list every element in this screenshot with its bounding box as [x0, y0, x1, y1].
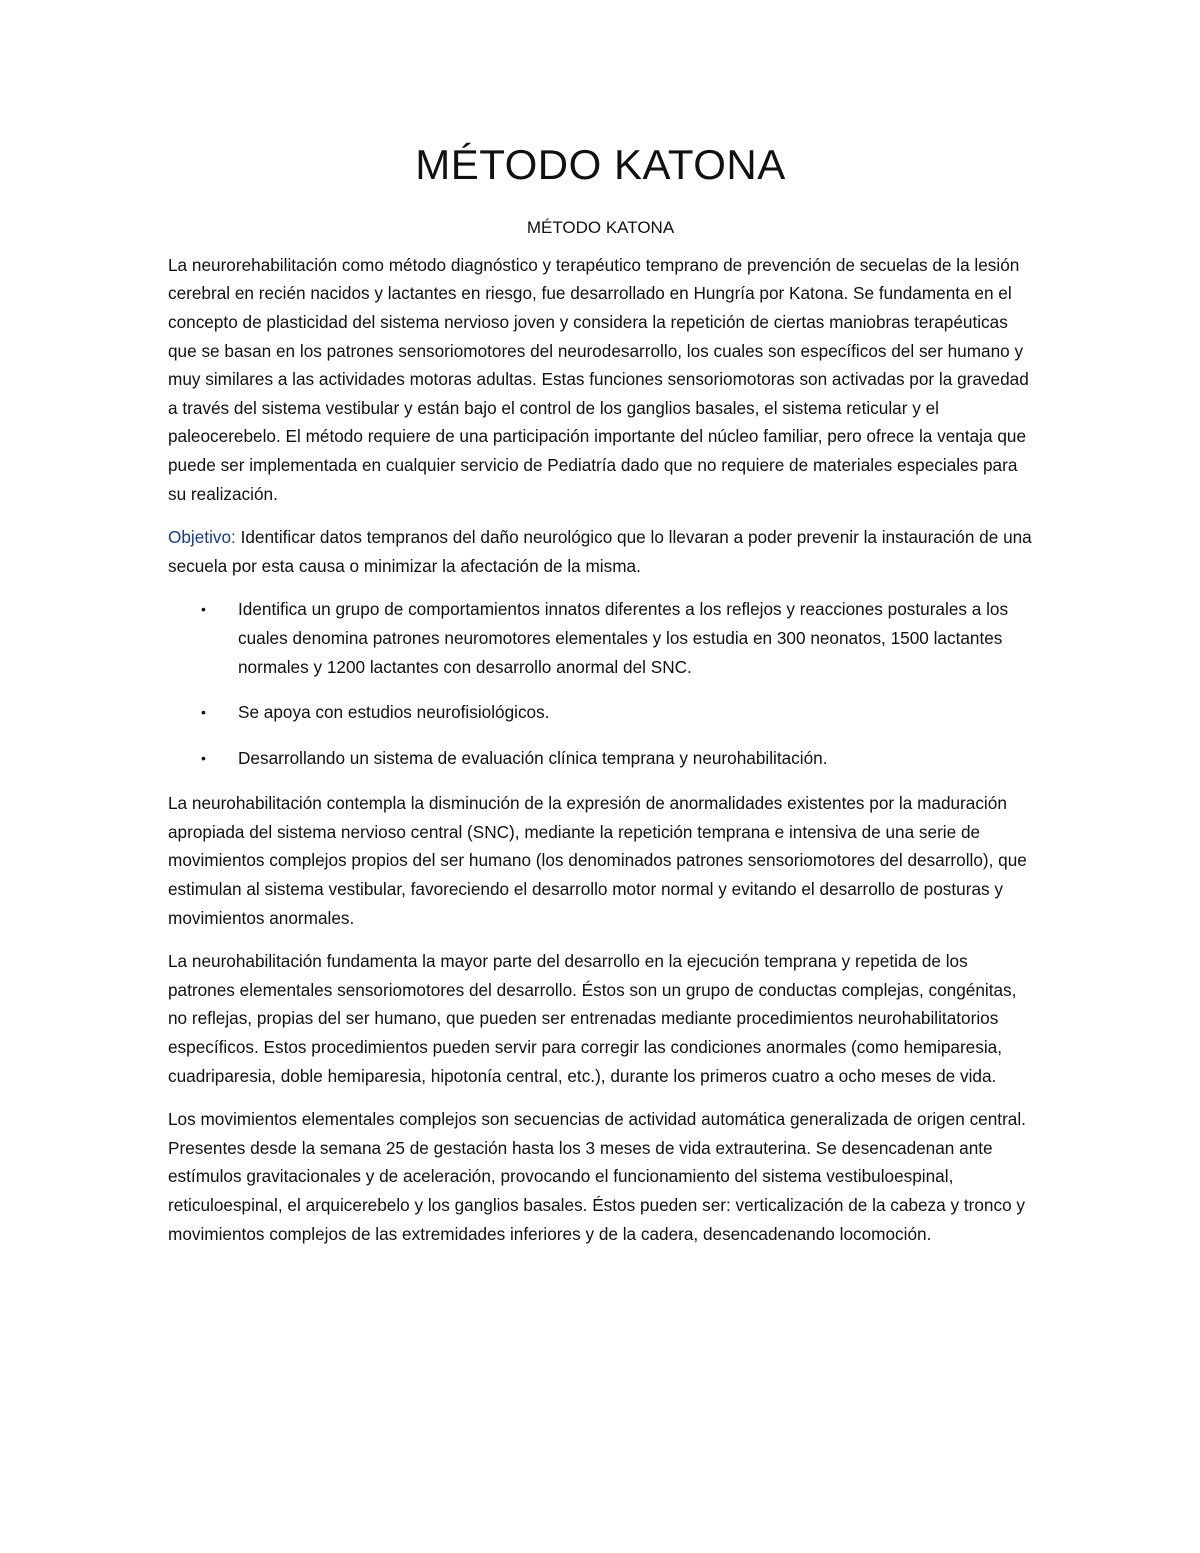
bullet-icon: •	[201, 601, 206, 618]
list-item-text: Se apoya con estudios neurofisiológicos.	[238, 702, 550, 723]
document-subtitle: MÉTODO KATONA	[526, 218, 675, 238]
list-item-text: Identifica un grupo de comportamientos innatos diferentes a los reflejos y reacciones posturales a los cuales denomina patrones neuromotores elementales y los estudia en 300 neonatos, 1500 lactantes normales y 1200 lactantes con desarrollo anormal del SNC.	[238, 599, 1009, 677]
bullet-icon: •	[201, 704, 206, 721]
document-title: MÉTODO KATONA	[415, 141, 786, 188]
list-item	[168, 595, 1033, 681]
body-paragraph: Los movimientos elementales complejos son secuencias de actividad automática generalizada de origen central. Presentes desde la semana 25 de gestación hasta los 3 meses de vida extrauterina. Se desencadenan ante estímulos gravitacionales y de aceleración, provocando el funcionamiento del sistema vestibuloespinal, reticuloespinal, el arquicerebelo y los ganglios basales. Éstos pueden ser: verticalización de la cabeza y tronco y movimientos complejos de las extremidades inferiores y de la cadera, desencadenando locomoción.	[168, 1109, 1026, 1244]
list-item-text: Desarrollando un sistema de evaluación clínica temprana y neurohabilitación.	[238, 747, 828, 768]
bullet-icon: •	[201, 749, 206, 766]
list-item	[168, 698, 1033, 727]
body-paragraph: La neurohabilitación fundamenta la mayor parte del desarrollo en la ejecución temprana y repetida de los patrones elementales sensoriomotores del desarrollo. Éstos son un grupo de conductas complejas, congénitas, no reflejas, propias del ser humano, que pueden ser entrenadas mediante procedimientos neurohabilitatorios específicos. Estos procedimientos pueden servir para corregir las condiciones anormales (como hemiparesia, cuadriparesia, doble hemiparesia, hipotonía central, etc.), durante los primeros cuatro a ocho meses de vida.	[168, 951, 1017, 1086]
bullet-list	[168, 595, 1033, 772]
body-paragraph: La neurohabilitación contempla la disminución de la expresión de anormalidades existentes por la maduración apropiada del sistema nervioso central (SNC), mediante la repetición temprana e intensiva de una serie de movimientos complejos propios del ser humano (los denominados patrones sensoriomotores del desarrollo), que estimulan al sistema vestibular, favoreciendo el desarrollo motor normal y evitando el desarrollo de posturas y movimientos anormales.	[168, 793, 1027, 928]
list-item	[168, 744, 1033, 773]
document-page	[168, 140, 1033, 1263]
objective-label: Objetivo:	[168, 527, 236, 548]
objective-paragraph	[168, 523, 1033, 580]
intro-paragraph: La neurorehabilitación como método diagnóstico y terapéutico temprano de prevención de secuelas de la lesión cerebral en recién nacidos y lactantes en riesgo, fue desarrollado en Hungría por Katona. Se fundamenta en el concepto de plasticidad del sistema nervioso joven y considera la repetición de ciertas maniobras terapéuticas que se basan en los patrones sensoriomotores del neurodesarrollo, los cuales son específicos del ser humano y muy similares a las actividades motoras adultas. Estas funciones sensoriomotoras son activadas por la gravedad a través del sistema vestibular y están bajo el control de los ganglios basales, el sistema reticular y el paleocerebelo. El método requiere de una participación importante del núcleo familiar, pero ofrece la ventaja que puede ser implementada en cualquier servicio de Pediatría dado que no requiere de materiales especiales para su realización.	[168, 254, 1029, 504]
objective-text: Identificar datos tempranos del daño neurológico que lo llevaran a poder prevenir la instauración de una secuela por esta causa o minimizar la afectación de la misma.	[168, 527, 1032, 576]
